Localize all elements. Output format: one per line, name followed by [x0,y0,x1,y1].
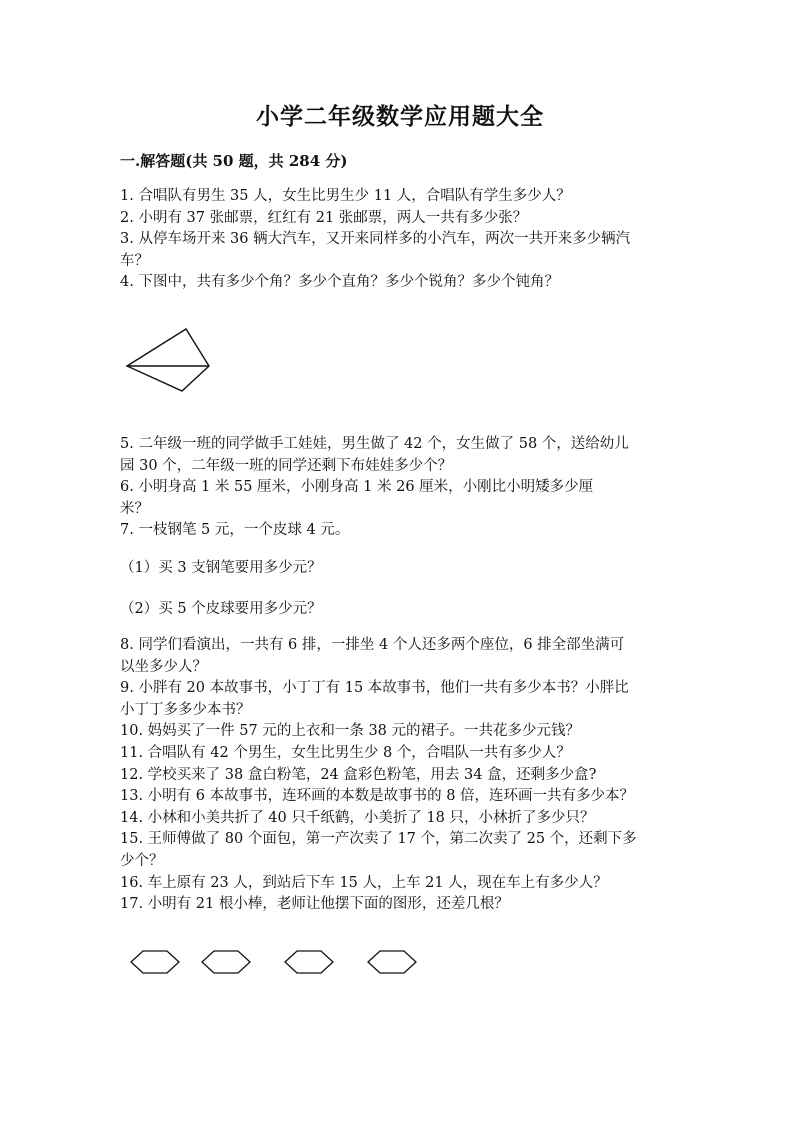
sub-question: （1）买 3 支钢笔要用多少元？ [120,560,322,576]
question-line: 14. 小林和小美共折了 40 只千纸鹤，小美折了 18 只，小林折了多少只？ [120,809,595,826]
section-heading: 一.解答题(共 50 题，共 284 分) [120,152,348,170]
question-line: 3. 从停车场开来 36 辆大汽车，又开来同样多的小汽车，两次一共开来多少辆汽 [120,231,631,248]
question-block-1 [120,186,680,294]
hexagon-shape [131,951,179,973]
question-line: 园 30 个，二年级一班的同学还剩下布娃娃多少个？ [120,457,453,474]
question-line: 米？ [120,500,149,517]
hexagon-shape [368,951,416,973]
question-line: 12. 学校买来了 38 盒白粉笔，24 盒彩色粉笔，用去 34 盒，还剩多少盒? [120,766,597,783]
question-line: 车？ [120,252,149,269]
hexagon-shape [202,951,250,973]
hexagon-shape [285,951,333,973]
question-line: 以坐多少人？ [120,658,207,675]
question-line: 5. 二年级一班的同学做手工娃娃，男生做了 42 个，女生做了 58 个，送给幼儿 [120,436,629,452]
quadrilateral-shape [127,329,209,391]
question-line: 少个？ [120,852,164,869]
question-line: 小丁丁多多少本书？ [120,701,251,718]
question-line: 8. 同学们看演出，一共有 6 排，一排坐 4 个人还多两个座位，6 排全部坐满可 [120,637,625,653]
question-line: 15. 王师傅做了 80 个面包，第一产次卖了 17 个，第二次卖了 25 个，还剩下多 [120,831,637,848]
page-title: 小学二年级数学应用题大全 [256,103,544,130]
question-line: 11. 合唱队有 42 个男生，女生比男生少 8 个，合唱队一共有多少人？ [120,744,571,761]
question-line: 17. 小明有 21 根小棒，老师让他摆下面的图形，还差几根？ [120,896,509,913]
question-line: 9. 小胖有 20 本故事书，小丁丁有 15 本故事书，他们一共有多少本书？小胖比 [120,680,629,697]
question-block-2 [120,434,680,542]
question-line: 10. 妈妈买了一件 57 元的上衣和一条 38 元的裙子。一共花多少元钱？ [120,723,581,740]
question-line: 16. 车上原有 23 人，到站后下车 15 人，上车 21 人，现在车上有多少人？ [120,874,608,891]
question-line: 2. 小明有 37 张邮票，红红有 21 张邮票，两人一共有多少张？ [120,209,528,226]
sub-question: （2）买 5 个皮球要用多少元？ [120,601,322,617]
angle-figure [120,320,220,400]
question-line: 1. 合唱队有男生 35 人，女生比男生少 11 人，合唱队有学生多少人？ [120,188,571,204]
question-line: 13. 小明有 6 本故事书，连环画的本数是故事书的 8 倍，连环画一共有多少本？ [120,788,635,805]
question-block-3 [120,635,680,916]
question-line: 7. 一枝钢笔 5 元，一个皮球 4 元。 [120,522,350,539]
question-line: 4. 下图中，共有多少个角？多少个直角？多少个锐角？多少个钝角？ [120,274,559,291]
question-line: 6. 小明身高 1 米 55 厘米，小刚身高 1 米 26 厘米，小刚比小明矮多少厘 [120,479,594,496]
hexagon-figure [125,945,425,981]
